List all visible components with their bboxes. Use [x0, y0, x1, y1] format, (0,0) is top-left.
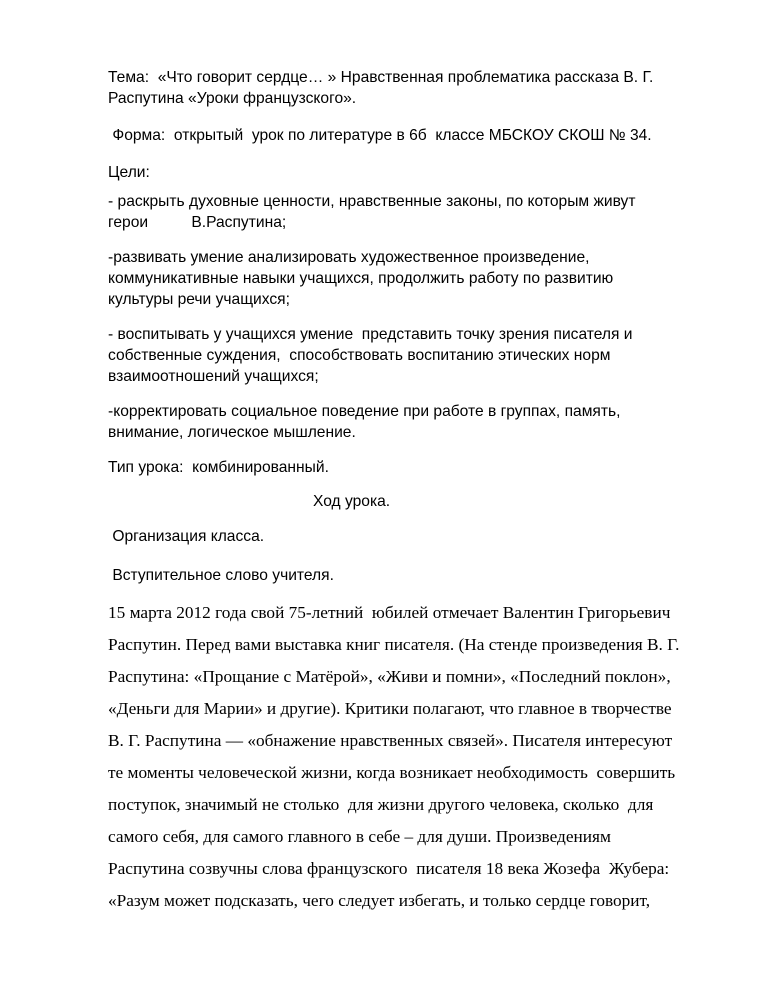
goal-2-line-1: -развивать умение анализировать художественное произведение,	[108, 249, 590, 266]
goal-3-line-1: - воспитывать у учащихся умение представить точку зрения писателя и	[108, 326, 633, 343]
topic-line-2: Распутина «Уроки французского».	[108, 90, 357, 107]
goal-1-line-2: герои В.Распутина;	[108, 214, 287, 231]
body-line: В. Г. Распутина — «обнажение нравственных связей». Писателя интересуют	[108, 731, 673, 750]
lesson-form: Форма: открытый урок по литературе в 6б классе МБСКОУ СКОШ № 34.	[108, 127, 652, 144]
goal-2-line-3: культуры речи учащихся;	[108, 291, 290, 308]
goal-2-line-2: коммуникативные навыки учащихся, продолжить работу по развитию	[108, 270, 614, 287]
body-line: самого себя, для самого главного в себе – для души. Произведениям	[108, 827, 611, 846]
goal-3-line-3: взаимоотношений учащихся;	[108, 368, 319, 385]
goal-3-line-2: собственные суждения, способствовать воспитанию этических норм	[108, 347, 611, 364]
goal-4-line-1: -корректировать социальное поведение при работе в группах, память,	[108, 403, 621, 420]
goal-4-line-2: внимание, логическое мышление.	[108, 424, 356, 441]
topic-line-1: Тема: «Что говорит сердце… » Нравственная проблематика рассказа В. Г.	[108, 69, 654, 86]
body-line: те моменты человеческой жизни, когда возникает необходимость совершить	[108, 763, 676, 782]
lesson-progress-heading: Ход урока.	[313, 493, 391, 510]
goal-1-line-1: - раскрыть духовные ценности, нравственные законы, по которым живут	[108, 193, 636, 210]
lesson-type: Тип урока: комбинированный.	[108, 459, 329, 476]
body-line: «Разум может подсказать, чего следует избегать, и только сердце говорит,	[108, 891, 651, 910]
goals-heading: Цели:	[108, 164, 150, 181]
intro-step: Вступительное слово учителя.	[108, 567, 334, 584]
organization-step: Организация класса.	[108, 528, 265, 545]
body-line: «Деньги для Марии» и другие). Критики полагают, что главное в творчестве	[108, 699, 672, 718]
body-line: поступок, значимый не столько для жизни другого человека, сколько для	[108, 795, 654, 814]
body-line: 15 марта 2012 года свой 75-летний юбилей отмечает Валентин Григорьевич	[108, 603, 671, 622]
body-line: Распутина: «Прощание с Матёрой», «Живи и помни», «Последний поклон»,	[108, 667, 671, 686]
body-line: Распутина созвучны слова французского писателя 18 века Жозефа Жубера:	[108, 859, 670, 878]
body-line: Распутин. Перед вами выставка книг писателя. (На стенде произведения В. Г.	[108, 635, 680, 654]
